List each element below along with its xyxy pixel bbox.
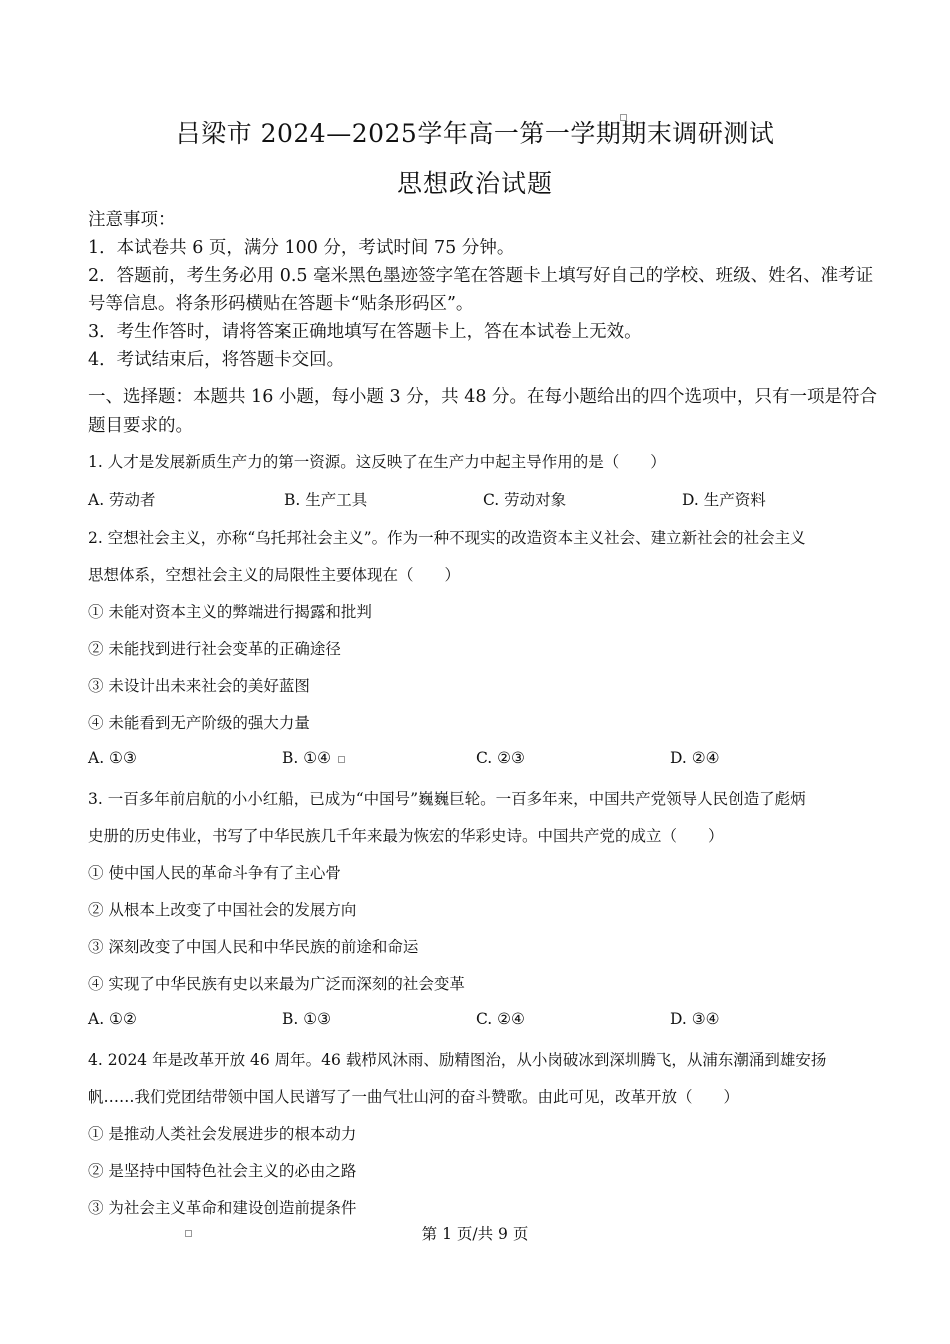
option-c: C. ②④	[476, 1010, 525, 1028]
question-3-stem-line2: 史册的历史伟业，书写了中华民族几千年来最为恢宏的华彩史诗。中国共产党的成立（ ）	[88, 827, 724, 845]
question-2-stem-line2: 思想体系，空想社会主义的局限性主要体现在（ ）	[88, 566, 461, 584]
question-4-item: ② 是坚持中国特色社会主义的必由之路	[88, 1162, 357, 1180]
question-2-stem-line1: 2. 空想社会主义，亦称“乌托邦社会主义”。作为一种不现实的改造资本主义社会、建立新社会的社会主义	[88, 529, 806, 547]
option-d: D. ③④	[670, 1010, 720, 1028]
question-3-item: ① 使中国人民的革命斗争有了主心骨	[88, 864, 341, 882]
question-3-stem-line1: 3. 一百多年前启航的小小红船，已成为“中国号”巍巍巨轮。一百多年来，中国共产党领导人民创造了彪炳	[88, 790, 806, 808]
question-2-item: ② 未能找到进行社会变革的正确途径	[88, 640, 341, 658]
question-2-item: ① 未能对资本主义的弊端进行揭露和批判	[88, 603, 372, 621]
notes-heading: 注意事项：	[88, 210, 176, 230]
option-b: B. ①③	[282, 1010, 332, 1028]
question-4-stem-line2: 帆……我们党团结带领中国人民谱写了一曲气壮山河的奋斗赞歌。由此可见，改革开放（ ）	[88, 1088, 740, 1106]
question-4-stem-line1: 4. 2024 年是改革开放 46 周年。46 载栉风沐雨、励精图治，从小岗破冰到深圳腾飞，从浦东潮涌到雄安扬	[88, 1051, 827, 1069]
question-3-item: ④ 实现了中华民族有史以来最为广泛而深刻的社会变革	[88, 975, 465, 993]
question-2-options	[88, 749, 878, 773]
option-c: C. ②③	[476, 749, 525, 767]
question-3-item: ② 从根本上改变了中国社会的发展方向	[88, 901, 357, 919]
exam-subject-title: 思想政治试题	[396, 169, 553, 198]
question-3-item: ③ 深刻改变了中国人民和中华民族的前途和命运	[88, 938, 419, 956]
question-1-options	[88, 488, 878, 512]
question-3-options	[88, 1010, 878, 1034]
note-item: 1．本试卷共 6 页，满分 100 分，考试时间 75 分钟。	[88, 238, 515, 258]
exam-title: 吕梁市 2024—2025学年高一第一学期期末调研测试	[175, 119, 775, 148]
notes-block	[88, 206, 878, 374]
option-b: B. ①④	[282, 749, 332, 767]
question-4-item: ① 是推动人类社会发展进步的根本动力	[88, 1125, 357, 1143]
question-4-item: ③ 为社会主义革命和建设创造前提条件	[88, 1199, 357, 1217]
note-item: 2．答题前，考生务必用 0.5 毫米黑色墨迹签字笔在答题卡上填写好自己的学校、班级、姓名、准考证号等信息。将条形码横贴在答题卡“贴条形码区”。	[88, 266, 874, 314]
option-a: A. 劳动者	[88, 491, 156, 509]
small-square-mark	[620, 114, 627, 121]
option-a: A. ①②	[88, 1010, 137, 1028]
option-d: D. ②④	[670, 749, 720, 767]
question-1-stem: 1. 人才是发展新质生产力的第一资源。这反映了在生产力中起主导作用的是（ ）	[88, 453, 666, 471]
note-item: 3．考生作答时，请将答案正确地填写在答题卡上，答在本试卷上无效。	[88, 322, 642, 342]
section-instructions: 一、选择题：本题共 16 小题，每小题 3 分，共 48 分。在每小题给出的四个选项中，只有一项是符合题目要求的。	[88, 387, 878, 436]
option-b: B. 生产工具	[284, 491, 368, 509]
option-c: C. 劳动对象	[483, 491, 567, 509]
question-2-item: ④ 未能看到无产阶级的强大力量	[88, 714, 310, 732]
note-item: 4．考试结束后，将答题卡交回。	[88, 350, 345, 370]
page-number: 第 1 页/共 9 页	[421, 1225, 529, 1243]
small-square-mark	[338, 756, 345, 763]
question-2-item: ③ 未设计出未来社会的美好蓝图	[88, 677, 310, 695]
option-d: D. 生产资料	[682, 491, 766, 509]
option-a: A. ①③	[88, 749, 137, 767]
